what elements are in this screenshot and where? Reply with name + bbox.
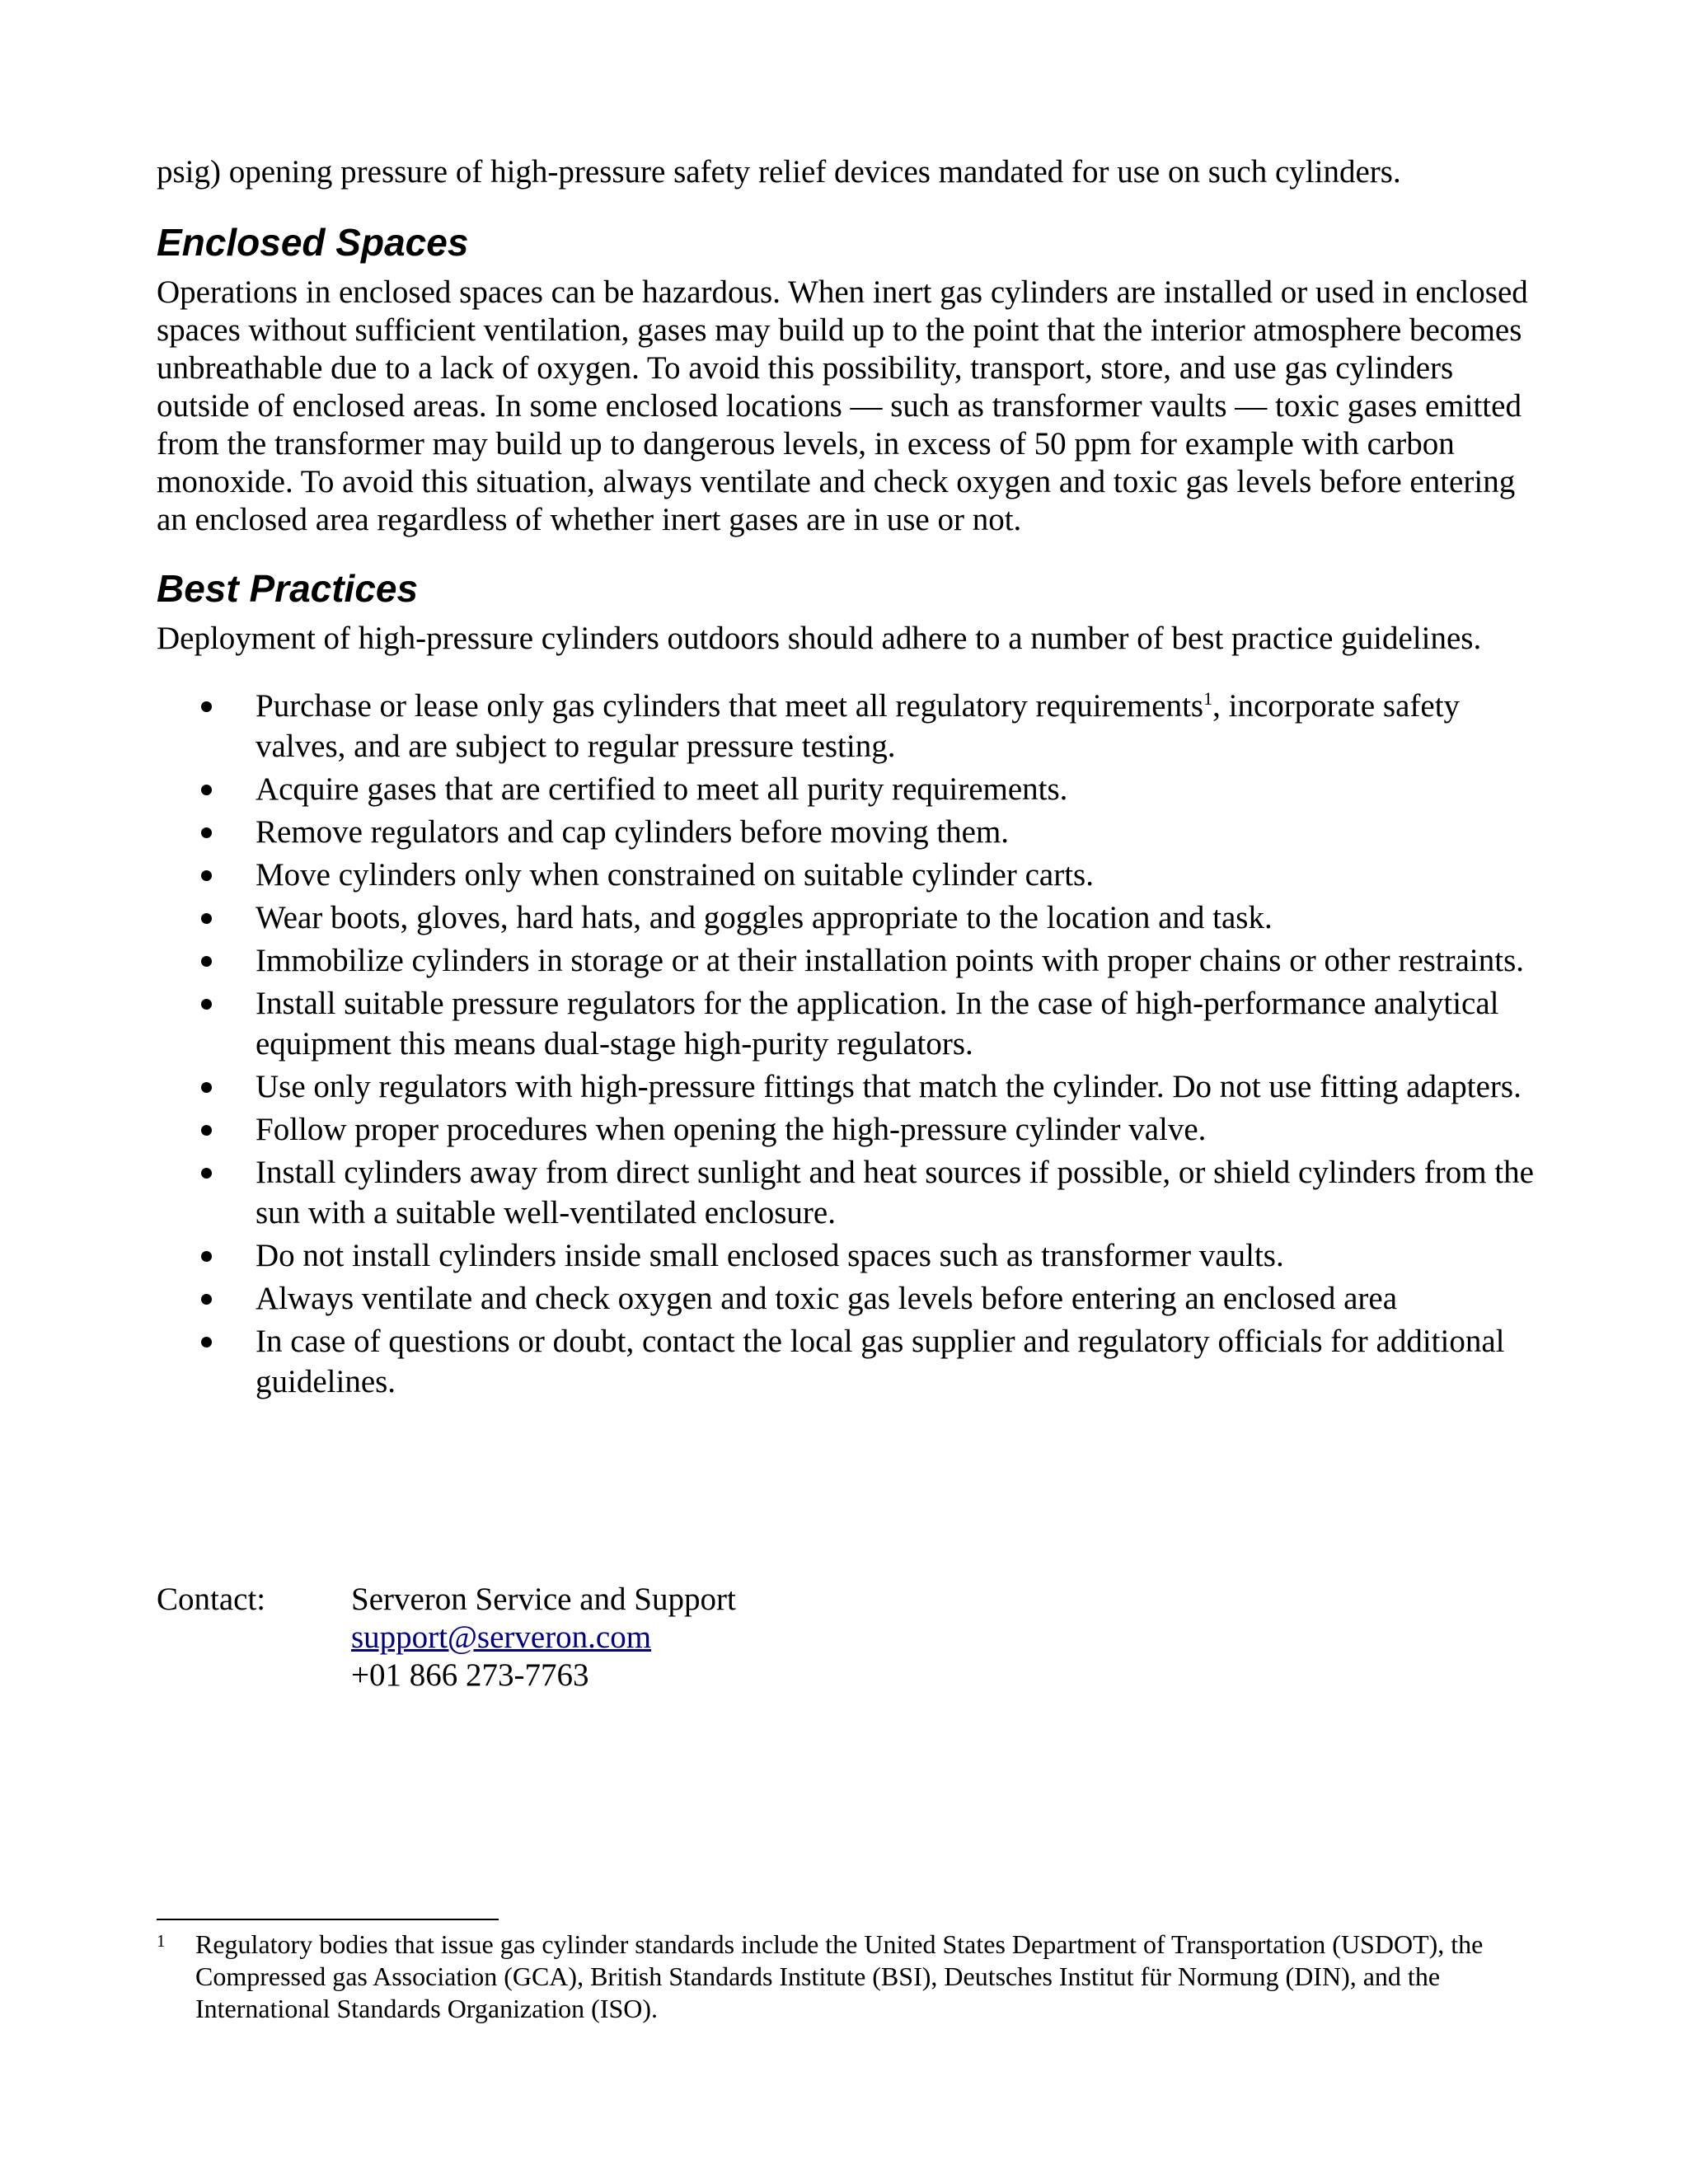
contact-phone: +01 866 273-7763 [351,1657,589,1693]
list-item-text: Wear boots, gloves, hard hats, and goggles appropriate to the location and task. [256,900,1273,935]
list-item [157,855,1541,895]
contact-details [351,1581,736,1694]
list-item [157,1235,1541,1276]
list-item [157,1109,1541,1150]
list-item-text-continued: , incorporate safety valves, and are subject to regular pressure testing. [256,688,1461,764]
bullet-icon [201,785,212,795]
contact-name: Serveron Service and Support [351,1582,736,1617]
list-item [157,1278,1541,1319]
list-item [157,1321,1541,1402]
support-email-link[interactable]: support@serveron.com [351,1619,652,1655]
bullet-icon [201,1168,212,1179]
list-item [157,769,1541,809]
list-item-text: Move cylinders only when constrained on suitable cylinder carts. [256,857,1094,893]
list-item-text: Remove regulators and cap cylinders before moving them. [256,814,1010,850]
bullet-icon [201,827,212,838]
bullet-icon [201,956,212,967]
list-item [157,898,1541,938]
best-practices-heading: Best Practices [157,567,419,610]
continuation-paragraph: psig) opening pressure of high-pressure safety relief devices mandated for use on such cylinders. [157,154,1401,190]
enclosed-spaces-paragraph: Operations in enclosed spaces can be hazardous. When inert gas cylinders are installed or used in enclosed spaces without sufficient ventilation, gases may build up to the point that the interior atmosphere becomes unbreathable due to a lack of oxygen. To avoid this possibility, transport, store, and use gas cylinders outside of enclosed areas. In some enclosed locations — such as transformer vaults — toxic gases emitted from the transformer may build up to dangerous levels, in excess of 50 ppm for example with carbon monoxide. To avoid this situation, always ventilate and check oxygen and toxic gas levels before entering an enclosed area regardless of whether inert gases are in use or not. [157,274,1528,537]
bullet-icon [201,999,212,1010]
enclosed-spaces-heading: Enclosed Spaces [157,221,469,264]
bullet-icon [201,1337,212,1347]
list-item [157,1066,1541,1107]
list-item-text: Immobilize cylinders in storage or at their installation points with proper chains or other restraints. [256,943,1525,978]
list-item-text: Acquire gases that are certified to meet all purity requirements. [256,771,1068,807]
bullet-icon [201,1082,212,1093]
footnote-separator [157,1919,499,1920]
bullet-icon [201,870,212,881]
bullet-icon [201,701,212,712]
best-practices-list [157,686,1541,1402]
footnote [157,1929,1541,2025]
footnote-reference: 1 [1203,688,1213,709]
list-item-text: In case of questions or doubt, contact the local gas supplier and regulatory officials for additional guidelines. [256,1324,1505,1399]
page-body [157,153,1541,1404]
bullet-icon [201,1294,212,1305]
list-item [157,812,1541,852]
bullet-icon [201,1251,212,1262]
footnote-text: Regulatory bodies that issue gas cylinder standards include the United States Department of Transportation (USDOT), the Compressed gas Association (GCA), British Standards Institute (BSI), Deutsches Institut für Normung (DIN), and the International Standards Organization (ISO). [195,1929,1484,2023]
best-practices-intro: Deployment of high-pressure cylinders outdoors should adhere to a number of best practice guidelines. [157,621,1482,656]
contact-label: Contact: [157,1582,266,1617]
list-item-text: Follow proper procedures when opening the high-pressure cylinder valve. [256,1112,1207,1147]
bullet-icon [201,1125,212,1136]
bullet-icon [201,913,212,924]
list-item [157,940,1541,981]
list-item [157,1152,1541,1233]
footnote-marker: 1 [157,1931,166,1951]
list-item [157,983,1541,1064]
list-item-text: Install cylinders away from direct sunlight and heat sources if possible, or shield cylinders from the sun with a suitable well-ventilated enclosure. [256,1155,1534,1230]
list-item [157,686,1541,766]
list-item-text: Use only regulators with high-pressure fittings that match the cylinder. Do not use fitting adapters. [256,1069,1522,1104]
list-item-text: Do not install cylinders inside small enclosed spaces such as transformer vaults. [256,1238,1284,1273]
list-item-text: Install suitable pressure regulators for the application. In the case of high-performance analytical equipment this means dual-stage high-purity regulators. [256,986,1499,1062]
list-item-text: Always ventilate and check oxygen and toxic gas levels before entering an enclosed area [256,1281,1398,1316]
list-item-text: Purchase or lease only gas cylinders that meet all regulatory requirements [256,688,1204,724]
